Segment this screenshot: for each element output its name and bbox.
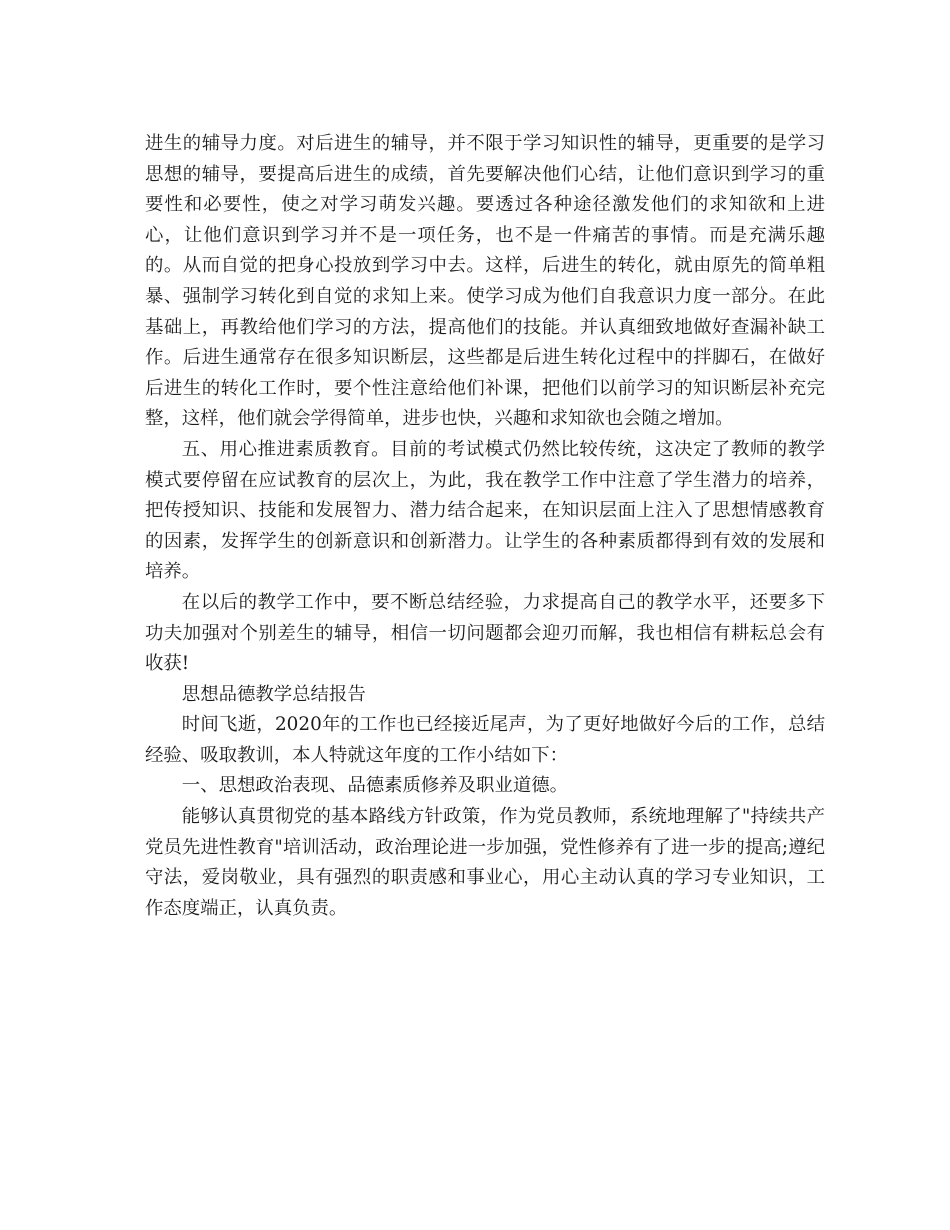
paragraph-section-one: 能够认真贯彻党的基本路线方针政策，作为党员教师，系统地理解了"持续共产党员先进性教育"培训活动，政治理论进一步加强，党性修养有了进一步的提高;遵纪守法，爱岗敬业，具有强烈的职责感和事业心，用心主动认真的学习专业知识，工作态度端正，认真负责。 <box>145 806 825 919</box>
paragraph-conclusion: 在以后的教学工作中，要不断总结经验，力求提高自己的教学水平，还要多下功夫加强对个别差生的辅导，相信一切问题都会迎刃而解，我也相信有耕耘总会有收获! <box>145 591 825 675</box>
paragraph-section-five: 五、用心推进素质教育。目前的考试模式仍然比较传统，这决定了教师的教学模式要停留在应试教育的层次上，为此，我在教学工作中注意了学生潜力的培养，把传授知识、技能和发展智力、潜力结合起来，在知识层面上注入了思想情感教育的因素，发挥学生的创新意识和创新潜力。让学生的各种素质都得到有效的发展和培养。 <box>145 438 825 583</box>
section-heading-one: 一、思想政治表现、品德素质修养及职业道德。 <box>181 775 569 797</box>
document-body <box>145 129 825 924</box>
report-title: 思想品德教学总结报告 <box>181 683 366 705</box>
paragraph-intro: 时间飞逝，2020年的工作也已经接近尾声，为了更好地做好今后的工作，总结经验、吸取教训，本人特就这年度的工作小结如下： <box>145 714 825 766</box>
paragraph-continuation: 进生的辅导力度。对后进生的辅导，并不限于学习知识性的辅导，更重要的是学习思想的辅导，要提高后进生的成绩，首先要解决他们心结，让他们意识到学习的重要性和必要性，使之对学习萌发兴趣。要透过各种途径激发他们的求知欲和上进心，让他们意识到学习并不是一项任务，也不是一件痛苦的事情。而是充满乐趣的。从而自觉的把身心投放到学习中去。这样，后进生的转化，就由原先的简单粗暴、强制学习转化到自觉的求知上来。使学习成为他们自我意识力度一部分。在此基础上，再教给他们学习的方法，提高他们的技能。并认真细致地做好查漏补缺工作。后进生通常存在很多知识断层，这些都是后进生转化过程中的拌脚石，在做好后进生的转化工作时，要个性注意给他们补课，把他们以前学习的知识断层补充完整，这样，他们就会学得简单，进步也快，兴趣和求知欲也会随之增加。 <box>145 133 825 430</box>
